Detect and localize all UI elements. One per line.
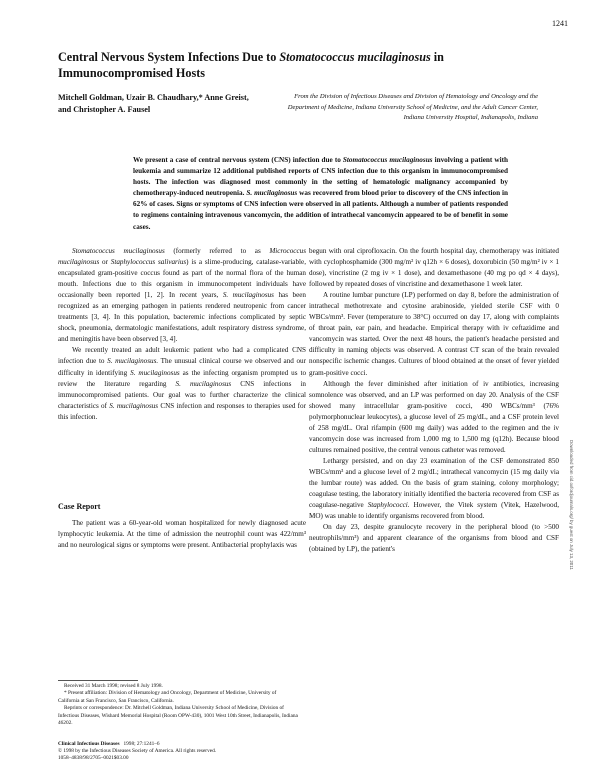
- right-text: Lethargy persisted, and on day 23 examination of the CSF demonstrated 850 WBCs/mm³ and a glucose level of 2 mg/dL; intrathecal vancomycin (15 mg daily via the lumbar route) was added. On the basis of gram staining, colony morphology; coagulase testing, the laboratory initially identified the bacteria recovered from CSF as coagulase-negative: [309, 456, 559, 510]
- abstract: [133, 155, 508, 233]
- download-watermark: Downloaded from cid.oxfordjournals.org/ by guest on July 13, 2011: [569, 440, 574, 570]
- intro-text: or: [99, 258, 111, 267]
- right-paragraph-4: [309, 456, 559, 522]
- intro-text: CNS infections in immunocompromised patients. Our goal was to further characterize the clinical characteristics of: [58, 379, 307, 410]
- case-report-paragraph-1: The patient was a 60-year-old woman hospitalized for newly diagnosed acute lymphocytic leukemia. At the time of admission the neutrophil count was 422/mm³ and no neurological signs or symptoms were present. Antibacterial prophylaxis was: [58, 519, 306, 550]
- right-column: [309, 246, 559, 555]
- footnote-present-affiliation: * Present affiliation: Division of Hematology and Oncology, Department of Medicine, University of California at San Francisco, San Francisco, California.: [58, 690, 277, 704]
- intro-italic: Micrococcus mucilaginosus: [58, 247, 306, 267]
- intro-italic: Staphylococcus salivarius: [110, 258, 187, 267]
- intro-italic: S. mucilaginosus: [222, 291, 274, 300]
- intro-text: as the infecting organism prompted us to review the literature regarding: [58, 368, 307, 388]
- authors-line-2: and Christopher A. Fausel: [58, 105, 151, 114]
- journal-name: Clinical Infectious Diseases: [58, 741, 120, 747]
- case-report-column: [58, 518, 306, 551]
- footnote-reprints: Reprints or correspondence: Dr. Mitchell Goldman, Indiana University School of Medicine, Division of Infectious Diseases, Wishard Memorial Hospital (Room OPW-430), 1001 West 10th Street, Indianapolis, Indiana 46202.: [58, 705, 298, 727]
- intro-paragraph-2: [58, 345, 306, 422]
- footnotes: [58, 683, 298, 727]
- journal-issn: 1058–4838/98/2705–0021$03.00: [58, 755, 129, 761]
- intro-column: [58, 246, 306, 423]
- abstract-text-2: involving a patient with leukemia and summarize 12 additional published reports of CNS infection due to this organism in immunocompromised hosts. The infection was diagnosed most commonly in the setting of hematologic malignancy accompanied by chemotherapy-induced neutropenia.: [133, 156, 508, 198]
- right-italic: Staphylococci.: [367, 501, 410, 510]
- right-paragraph-3: Although the fever diminished after initiation of iv antibiotics, increasing somnolence was observed, and an LP was performed on day 20. Analysis of the CSF showed many intracellular gram-positive cocci, 490 WBCs/mm³ (76% polymorphonuclear leukocytes), a glucose level of 25 mg/dL, and a CSF protein level of 258 mg/dL. Oral rifampin (600 mg daily) was added to the regimen and the iv vancomycin dose was increased from 1,000 mg to 1,500 mg (q12h). Because blood cultures remained positive, the central venous catheter was removed.: [309, 379, 559, 454]
- intro-text: CNS infection and responses to therapies used for this infection.: [58, 401, 306, 421]
- intro-text: We recently treated an adult leukemic patient who had a complicated CNS infection due to: [58, 346, 306, 366]
- abstract-text-3: was recovered from blood prior to discovery of the CNS infection in 62% of cases. Signs or symptoms of CNS infection were observed in all patients. Although a number of patients responded to regimens containing intravenous vancomycin, the addition of intrathecal vancomycin appeared to be of benefit in some cases.: [133, 189, 508, 231]
- intro-text: has been recognized as an emerging pathogen in patients rendered neutropenic from cancer treatments [3, 4]. In this population, bacteremic infections complicated by septic shock, pneumonia, dermatologic manifestations, adult respiratory distress syndrome, and meningitis have been observed [3, 4].: [58, 291, 306, 344]
- abstract-italic-2: S. mucilaginosus: [246, 189, 298, 198]
- page-number: 1241: [552, 19, 568, 28]
- right-paragraph-5: On day 23, despite granulocyte recovery in the peripheral blood (to >500 neutrophils/mm³) and apparent clearance of the organisms from blood and CSF (obtained by LP), the patient's: [309, 523, 559, 554]
- intro-italic: S. mucilaginosus: [130, 368, 180, 377]
- intro-italic: S. mucilaginosus.: [107, 357, 159, 366]
- footnote-divider: [58, 680, 138, 681]
- footnote-received: Received 31 March 1998; revised 8 July 1998.: [64, 683, 163, 689]
- abstract-italic-1: Stomatococcus mucilaginosus: [342, 156, 433, 164]
- intro-text: The unusual clinical course we observed and our difficulty in identifying: [58, 357, 306, 377]
- title-organism: Stomatococcus mucilaginosus: [279, 50, 431, 64]
- journal-citation: 1998; 27:1241–6: [123, 741, 160, 747]
- author-list: [58, 92, 290, 116]
- intro-text: ) is a slime-producing, catalase-variable, encapsulated gram-positive coccus found as part of the normal flora of the human mouth. Infections due to this organism in immunocompetent individuals have occasionally been reported [1, 2]. In recent years,: [58, 258, 306, 300]
- right-paragraph-1: begun with oral ciprofloxacin. On the fourth hospital day, chemotherapy was initiated with cyclophosphamide (300 mg/m² iv q12h × 6 doses), doxorubicin (50 mg/m² iv × 1 dose), vincristine (2 mg iv × 1 dose), and dexamethasone (40 mg po qd × 4 days), followed by repeated doses of vincristine and dexamethasone 1 week later.: [309, 247, 559, 289]
- journal-copyright: © 1998 by the Infectious Diseases Society of America. All rights reserved.: [58, 748, 217, 754]
- author-affiliation: From the Division of Infectious Diseases and Division of Hematology and Oncology and the Department of Medicine, Indiana University School of Medicine, and the Adult Cancer Center, Indiana University Hospital, Indianapolis, Indiana: [287, 93, 538, 122]
- right-text: However, the Vitek system (Vitek, Hazelwood, MO) was unable to identify organisms recovered from blood.: [309, 501, 559, 521]
- intro-paragraph-1: [58, 246, 306, 345]
- right-paragraph-2: A routine lumbar puncture (LP) performed on day 8, before the administration of intrathecal methotrexate and cytosine arabinoside, yielded sterile CSF with 0 WBCs/mm³. Fever (temperature to 38°C) occurred on day 17, along with complaints of throat pain, ear pain, and headache. Empirical therapy with iv ceftazidime and vancomycin was started. Over the next 48 hours, the patient's headache persisted and difficulty in naming objects was observed. A contrast CT scan of the brain revealed nonspecific ischemic changes. Cultures of blood obtained at the onset of fever yielded gram-positive cocci.: [309, 291, 559, 377]
- journal-info: [58, 741, 298, 762]
- article-title: [58, 49, 538, 81]
- authors-line-1: Mitchell Goldman, Uzair B. Chaudhary,* Anne Greist,: [58, 93, 249, 102]
- abstract-text-1: We present a case of central nervous system (CNS) infection due to: [133, 156, 343, 164]
- intro-italic: S. mucilaginosus: [175, 379, 232, 388]
- title-part-1: Central Nervous System Infections Due to: [58, 50, 280, 64]
- intro-text: (formerly referred to as: [164, 247, 270, 255]
- intro-italic: S. mucilaginosus: [109, 401, 159, 410]
- title-part-2: in Immunocompromised Hosts: [58, 50, 444, 80]
- case-report-heading: Case Report: [58, 502, 101, 511]
- intro-italic: Stomatococcus mucilaginosus: [72, 247, 165, 255]
